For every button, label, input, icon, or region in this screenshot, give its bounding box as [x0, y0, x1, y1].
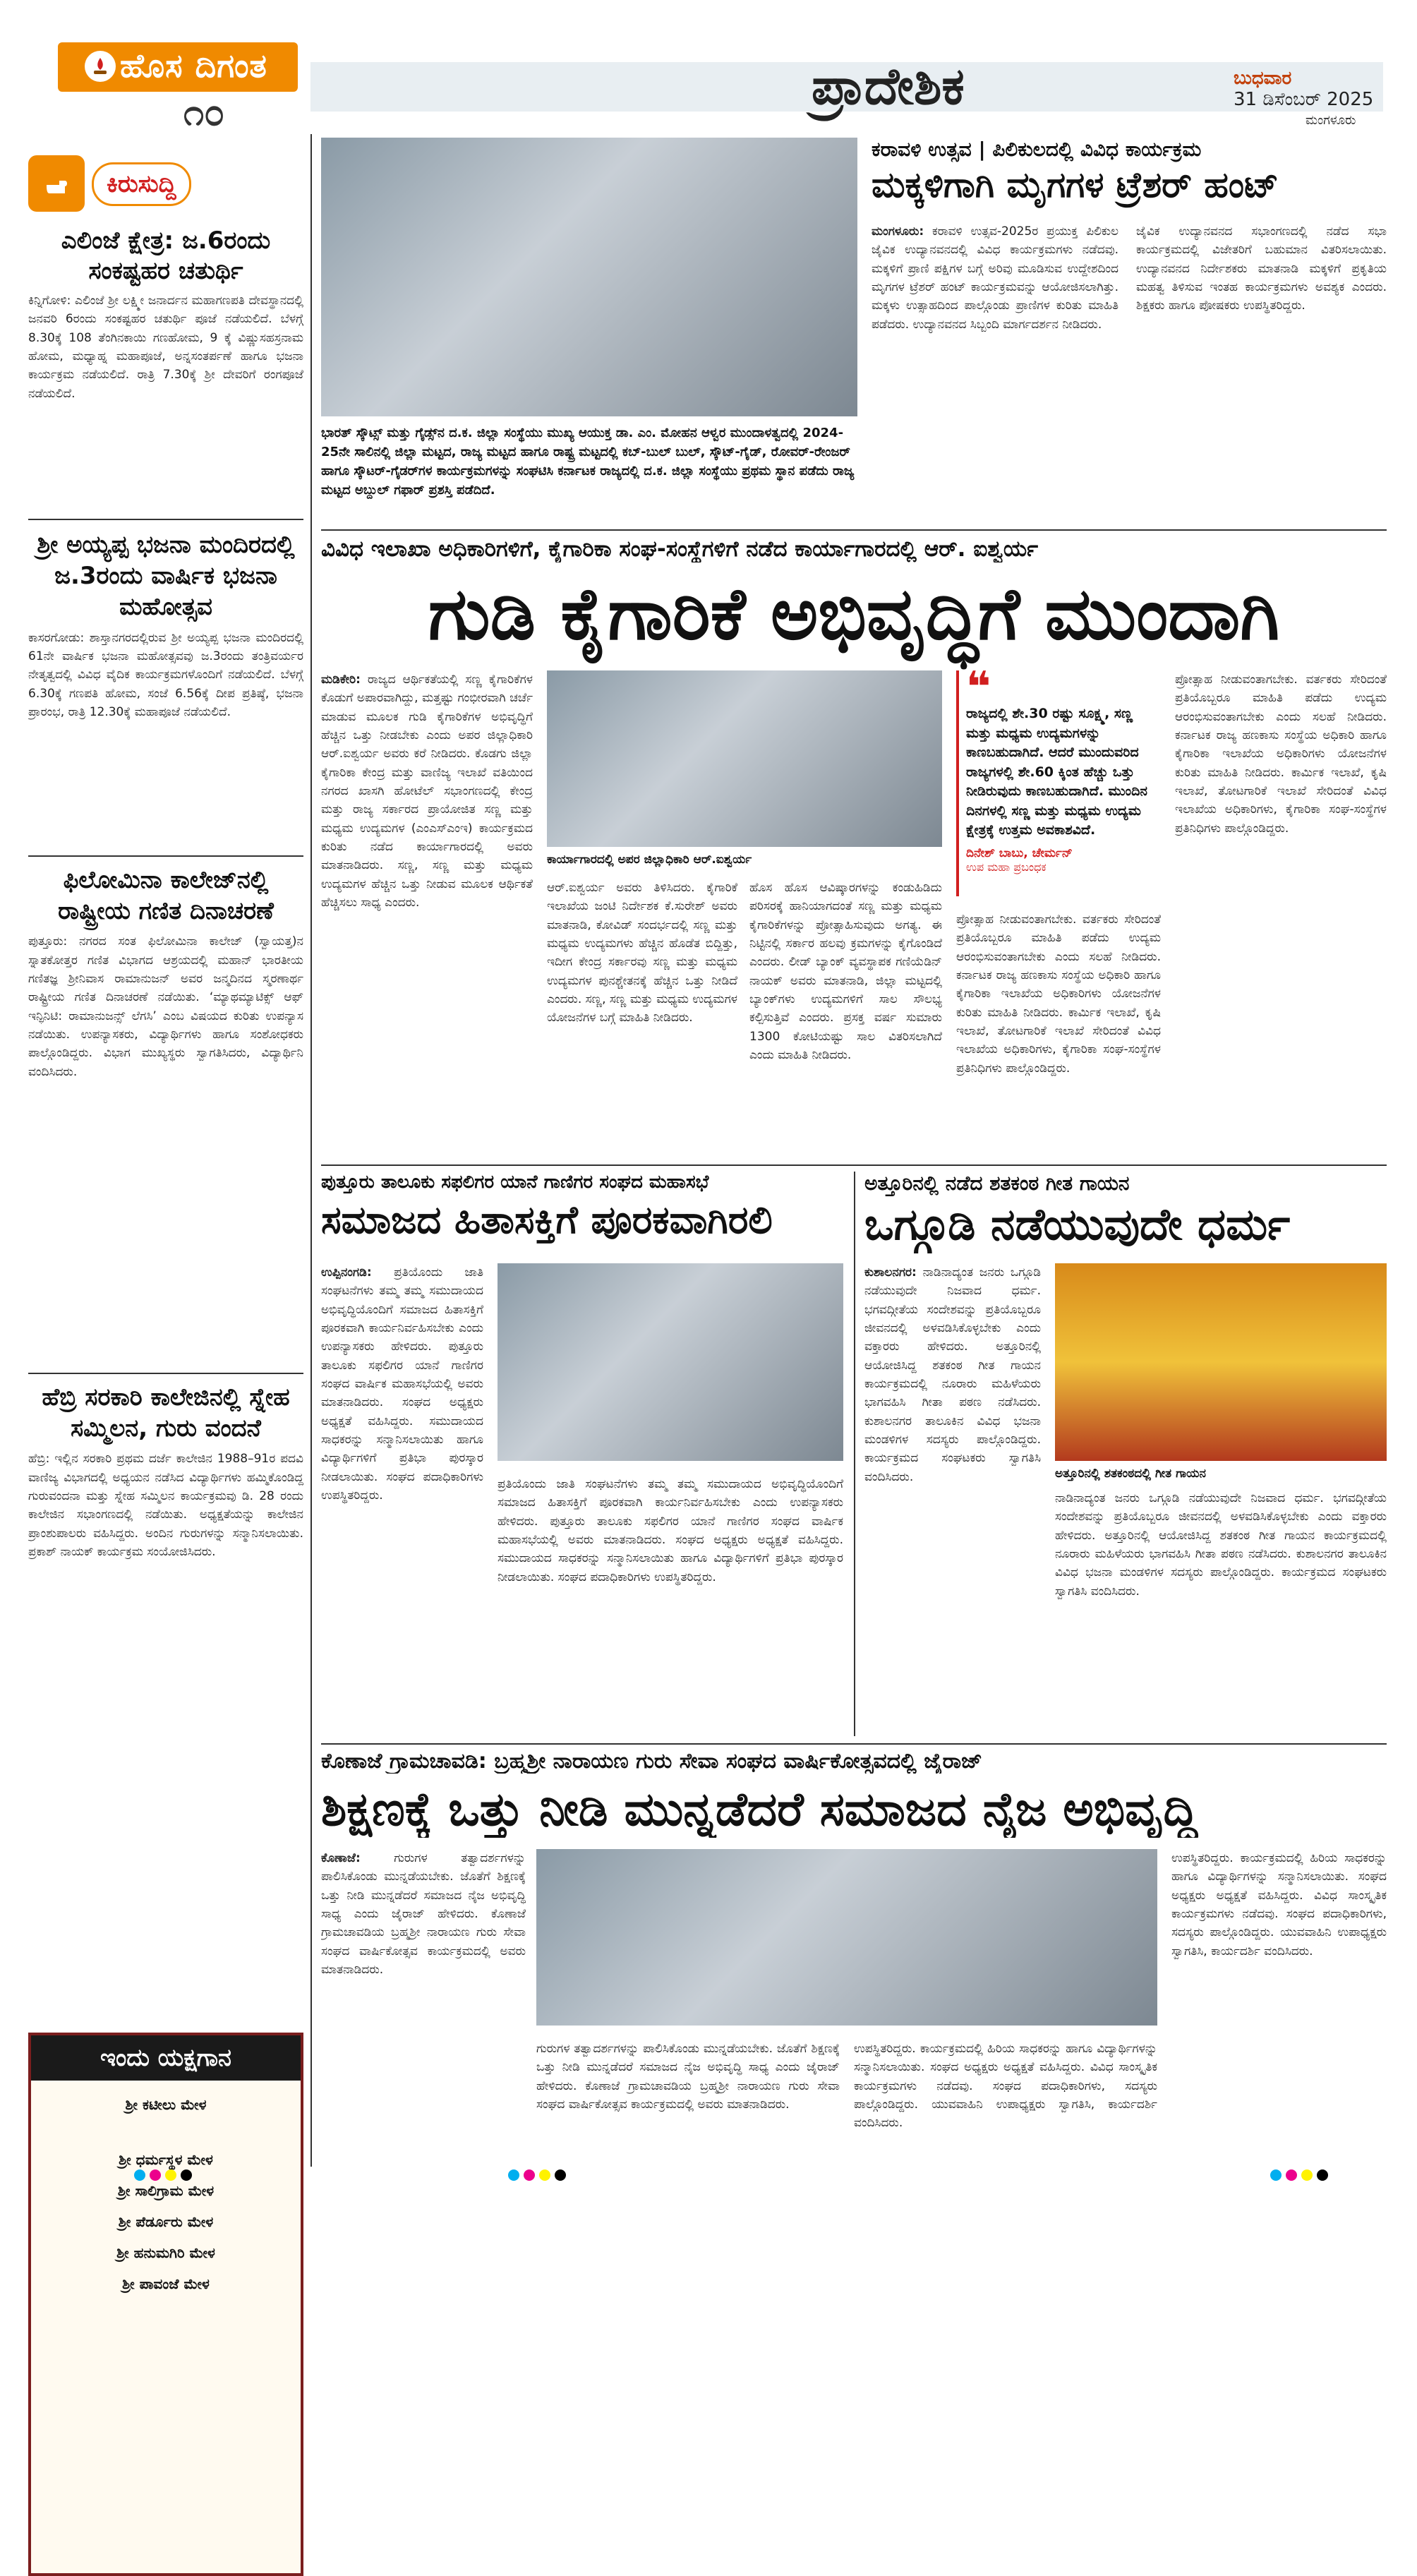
scouts-award-photo: [321, 138, 857, 416]
konaje-headline: ಶಿಕ್ಷಣಕ್ಕೆ ಒತ್ತು ನೀಡಿ ಮುನ್ನಡೆದರೆ ಸಮಾಜದ ನೈಜ ಅಭಿವೃದ್ಧಿ: [321, 1782, 1198, 1836]
konaje-body: [321, 1849, 526, 2160]
yakshagana-title: ಇಂದು ಯಕ್ಷಗಾನ: [100, 2044, 231, 2072]
section-rule: [321, 529, 1387, 531]
quote-role: ಉಪ ಮಹಾ ಪ್ರಬಂಧಕ: [966, 860, 1047, 874]
divider: [28, 519, 303, 520]
treasure-body-1: [872, 222, 1118, 519]
registration-mark: [1270, 2169, 1282, 2181]
divider: [28, 855, 303, 857]
treasure-kicker: ಕರಾವಳಿ ಉತ್ಸವ | ಪಿಲಿಕುಲದಲ್ಲಿ ವಿವಿಧ ಕಾರ್ಯಕ್ರಮ: [872, 138, 1202, 161]
gita-photo-caption: ಅತ್ತೂರಿನಲ್ಲಿ ಶತಕಂಠದಲ್ಲಿ ಗೀತ ಗಾಯನ: [1055, 1467, 1206, 1481]
yakshagana-box: [28, 2033, 303, 2576]
treasure-headline: ಮಕ್ಕಳಿಗಾಗಿ ಮೃಗಗಳ ಟ್ರೆಶರ್ ಹಂಟ್: [872, 164, 1279, 205]
masthead: [0, 0, 1417, 134]
treasure-body-2: ಜೈವಿಕ ಉದ್ಯಾನವನದ ಸಭಾಂಗಣದಲ್ಲಿ ನಡೆದ ಸಭಾ ಕಾರ್ಯಕ್ರಮದಲ್ಲಿ ವಿಜೇತರಿಗೆ ಬಹುಮಾನ ವಿತರಿಸಲಾಯಿತು. ಉದ್ಯಾನವನದ ನಿರ್ದೇಶಕರು ಮಾತನಾಡಿ ಮಕ್ಕಳಿಗೆ ಪ್ರಕೃತಿಯ ಮಹತ್ವ ತಿಳಿಸುವ ಇಂತಹ ಕಾರ್ಯಕ್ರಮಗಳು ಅವಶ್ಯಕ ಎಂದರು. ಶಿಕ್ಷಕರು ಹಾಗೂ ಪೋಷಕರು ಉಪಸ್ಥಿತರಿದ್ದರು.: [1136, 224, 1387, 313]
page-number: ೧೦: [183, 92, 225, 134]
quote-author: ದಿನೇಶ್ ಬಾಬು, ಚೇರ್ಮನ್: [966, 845, 1073, 860]
gita-kicker: ಅತ್ತೂರಿನಲ್ಲಿ ನಡೆದ ಶತಕಂಠ ಗೀತ ಗಾಯನ: [864, 1172, 1130, 1195]
yakshagana-entry: ಶ್ರೀ ಪಾವಂಜೆ ಮೇಳ: [122, 2275, 210, 2292]
konaje-body-3: ಉಪಸ್ಥಿತರಿದ್ದರು. ಕಾರ್ಯಕ್ರಮದಲ್ಲಿ ಹಿರಿಯ ಸಾಧಕರನ್ನು ಹಾಗೂ ವಿದ್ಯಾರ್ಥಿಗಳನ್ನು ಸನ್ಮಾನಿಸಲಾಯಿತು. ಸಂಘದ ಅಧ್ಯಕ್ಷರು ಅಧ್ಯಕ್ಷತೆ ವಹಿಸಿದ್ದರು. ವಿವಿಧ ಸಾಂಸ್ಕೃತಿಕ ಕಾರ್ಯಕ್ರಮಗಳು ನಡೆದವು. ಸಂಘದ ಪದಾಧಿಕಾರಿಗಳು, ಸದಸ್ಯರು ಪಾಲ್ಗೊಂಡಿದ್ದರು. ಯುವವಾಹಿನಿ ಉಪಾಧ್ಯಕ್ಷರು ಸ್ವಾಗತಿಸಿ, ಕಾರ್ಯದರ್ಶಿ ವಂದಿಸಿದರು.: [854, 2042, 1157, 2131]
konaje-kicker: ಕೊಣಾಜೆ ಗ್ರಾಮಚಾವಡಿ: ಬ್ರಹ್ಮಶ್ರೀ ನಾರಾಯಣ ಗುರು ಸೇವಾ ಸಂಘದ ವಾರ್ಷಿಕೋತ್ಸವದಲ್ಲಿ ಜೈರಾಜ್: [321, 1749, 982, 1774]
brief-2-title: ಶ್ರೀ ಅಯ್ಯಪ್ಪ ಭಜನಾ ಮಂದಿರದಲ್ಲಿ ಜ.3ರಂದು ವಾರ್ಷಿಕ ಭಜನಾ ಮಹೋತ್ಸವ: [37, 531, 295, 622]
main-body-far: ಪ್ರೋತ್ಸಾಹ ನೀಡುವಂತಾಗಬೇಕು. ವರ್ತಕರು ಸೇರಿದಂತೆ ಪ್ರತಿಯೊಬ್ಬರೂ ಮಾಹಿತಿ ಪಡೆದು ಉದ್ಯಮ ಆರಂಭಿಸುವಂತಾಗಬೇಕು ಎಂದು ಸಲಹೆ ನೀಡಿದರು. ಕರ್ನಾಟಕ ರಾಜ್ಯ ಹಣಕಾಸು ಸಂಸ್ಥೆಯ ಅಧಿಕಾರಿ ಹಾಗೂ ಕೈಗಾರಿಕಾ ಇಲಾಖೆಯ ಅಧಿಕಾರಿಗಳು ಯೋಜನೆಗಳ ಕುರಿತು ಮಾಹಿತಿ ನೀಡಿದರು. ಕಾರ್ಮಿಕ ಇಲಾಖೆ, ಕೃಷಿ ಇಲಾಖೆ, ತೋಟಗಾರಿಕೆ ಇಲಾಖೆ ಸೇರಿದಂತೆ ವಿವಿಧ ಇಲಾಖೆಯ ಅಧಿಕಾರಿಗಳು, ಕೈಗಾರಿಕಾ ಸಂಘ-ಸಂಸ್ಥೆಗಳ ಪ್ರತಿನಿಧಿಗಳು ಪಾಲ್ಗೊಂಡಿದ್ದರು.: [1175, 673, 1387, 836]
kirusuddi-label: [92, 162, 191, 206]
yakshagana-entry: ಶ್ರೀ ಸಾಲಿಗ್ರಾಮ ಮೇಳ: [117, 2182, 215, 2199]
paper-name: ಹೊಸ ದಿಗಂತ: [120, 47, 267, 85]
gita-photo: [1055, 1263, 1387, 1461]
column-rule: [854, 1172, 855, 1736]
registration-mark: [165, 2169, 176, 2181]
registration-mark: [539, 2169, 550, 2181]
konaje-body-text: ಗುರುಗಳ ತತ್ವಾದರ್ಶಗಳನ್ನು ಪಾಲಿಸಿಕೊಂಡು ಮುನ್ನಡೆಯಬೇಕು. ಜೊತೆಗೆ ಶಿಕ್ಷಣಕ್ಕೆ ಒತ್ತು ನೀಡಿ ಮುನ್ನಡೆದರೆ ಸಮಾಜದ ನೈಜ ಅಭಿವೃದ್ಧಿ ಸಾಧ್ಯ ಎಂದು ಜೈರಾಜ್ ಹೇಳಿದರು. ಕೊಣಾಜೆ ಗ್ರಾಮಚಾವಡಿಯ ಬ್ರಹ್ಮಶ್ರೀ ನಾರಾಯಣ ಗುರು ಸೇವಾ ಸಂಘದ ವಾರ್ಷಿಕೋತ್ಸವ ಕಾರ್ಯಕ್ರಮದಲ್ಲಿ ಅವರು ಮಾತನಾಡಿದರು.: [321, 1851, 526, 1978]
brief-4-title: ಹೆಬ್ರಿ ಸರಕಾರಿ ಕಾಲೇಜಿನಲ್ಲಿ ಸ್ನೇಹ ಸಮ್ಮಿಲನ, ಗುರು ವಂದನೆ: [42, 1383, 290, 1443]
treasure-dateline: ಮಂಗಳೂರು:: [872, 224, 924, 239]
registration-mark: [508, 2169, 519, 2181]
brief-3-title: ಫಿಲೋಮಿನಾ ಕಾಲೇಜ್‌ನಲ್ಲಿ ರಾಷ್ಟ್ರೀಯ ಗಣಿತ ದಿನಾಚರಣೆ: [58, 866, 274, 926]
registration-mark: [1301, 2169, 1313, 2181]
brief-2-body: ಕಾಸರಗೋಡು: ಶಾಸ್ತಾನಗರದಲ್ಲಿರುವ ಶ್ರೀ ಅಯ್ಯಪ್ಪ ಭಜನಾ ಮಂದಿರದಲ್ಲಿ 61ನೇ ವಾರ್ಷಿಕ ಭಜನಾ ಮಹೋತ್ಸವವು ಜ.3ರಂದು ತಂತ್ರಿವರ್ಯರ ನೇತೃತ್ವದಲ್ಲಿ ವಿವಿಧ ವೈದಿಕ ಕಾರ್ಯಕ್ರಮಗಳೊಂದಿಗೆ ನಡೆಯಲಿದೆ. ಬೆಳಗ್ಗೆ 6.30ಕ್ಕೆ ಗಣಪತಿ ಹೋಮ, ಸಂಜೆ 6.56ಕ್ಕೆ ದೀಪ ಪ್ರತಿಷ್ಠೆ, ಭಜನಾ ಪ್ರಾರಂಭ, ರಾತ್ರಿ 12.30ಕ್ಕೆ ಮಹಾಪೂಜೆ ನಡೆಯಲಿದೆ.: [28, 630, 303, 719]
main-body-extra: ಪ್ರೋತ್ಸಾಹ ನೀಡುವಂತಾಗಬೇಕು. ವರ್ತಕರು ಸೇರಿದಂತೆ ಪ್ರತಿಯೊಬ್ಬರೂ ಮಾಹಿತಿ ಪಡೆದು ಉದ್ಯಮ ಆರಂಭಿಸುವಂತಾಗಬೇಕು ಎಂದು ಸಲಹೆ ನೀಡಿದರು. ಕರ್ನಾಟಕ ರಾಜ್ಯ ಹಣಕಾಸು ಸಂಸ್ಥೆಯ ಅಧಿಕಾರಿ ಹಾಗೂ ಕೈಗಾರಿಕಾ ಇಲಾಖೆಯ ಅಧಿಕಾರಿಗಳು ಯೋಜನೆಗಳ ಕುರಿತು ಮಾಹಿತಿ ನೀಡಿದರು. ಕಾರ್ಮಿಕ ಇಲಾಖೆ, ಕೃಷಿ ಇಲಾಖೆ, ತೋಟಗಾರಿಕೆ ಇಲಾಖೆ ಸೇರಿದಂತೆ ವಿವಿಧ ಇಲಾಖೆಯ ಅಧಿಕಾರಿಗಳು, ಕೈಗಾರಿಕಾ ಸಂಘ-ಸಂಸ್ಥೆಗಳ ಪ್ರತಿನಿಧಿಗಳು ಪಾಲ್ಗೊಂಡಿದ್ದರು.: [956, 913, 1161, 1076]
registration-mark: [555, 2169, 566, 2181]
main-body-right: ಹೊಸ ಹೊಸ ಆವಿಷ್ಕಾರಗಳನ್ನು ಕಂಡುಹಿಡಿದು ಪರಿಸರಕ್ಕೆ ಹಾನಿಯಾಗದಂತೆ ಸಣ್ಣ ಮತ್ತು ಮಧ್ಯಮ ಕೈಗಾರಿಕೆಗಳನ್ನು ಪ್ರೋತ್ಸಾಹಿಸುವುದು ಅಗತ್ಯ. ಈ ನಿಟ್ಟಿನಲ್ಲಿ ಸರ್ಕಾರ ಹಲವು ಕ್ರಮಗಳನ್ನು ಕೈಗೊಂಡಿದೆ ಎಂದರು. ಲೀಡ್ ಬ್ಯಾಂಕ್ ವ್ಯವಸ್ಥಾಪಕ ಗಣಿಯೆಡಿನ್ ನಾಯಕ್ ಅವರು ಮಾತನಾಡಿ, ಜಿಲ್ಲಾ ಮಟ್ಟದಲ್ಲಿ ಬ್ಯಾಂಕ್‌ಗಳು ಉದ್ಯಮಗಳಿಗೆ ಸಾಲ ಸೌಲಭ್ಯ ಕಲ್ಪಿಸುತ್ತಿವೆ ಎಂದರು. ಪ್ರಸಕ್ತ ವರ್ಷ ಸುಮಾರು 1300 ಕೋಟಿಯಷ್ಟು ಸಾಲ ವಿತರಿಸಲಾಗಿದೆ ಎಂದು ಮಾಹಿತಿ ನೀಡಿದರು.: [749, 881, 942, 1063]
samaja-body-2: ಪ್ರತಿಯೊಂದು ಜಾತಿ ಸಂಘಟನೆಗಳು ತಮ್ಮ ತಮ್ಮ ಸಮುದಾಯದ ಅಭಿವೃದ್ಧಿಯೊಂದಿಗೆ ಸಮಾಜದ ಹಿತಾಸಕ್ತಿಗೆ ಪೂರಕವಾಗಿ ಕಾರ್ಯನಿರ್ವಹಿಸಬೇಕು ಎಂದು ಉಪನ್ಯಾಸಕರು ಹೇಳಿದರು. ಪುತ್ತೂರು ತಾಲೂಕು ಸಫಲಿಗರ ಯಾನೆ ಗಾಣಿಗರ ಸಂಘದ ವಾರ್ಷಿಕ ಮಹಾಸಭೆಯಲ್ಲಿ ಅವರು ಮಾತನಾಡಿದರು. ಸಂಘದ ಅಧ್ಯಕ್ಷರು ಅಧ್ಯಕ್ಷತೆ ವಹಿಸಿದ್ದರು. ಸಮುದಾಯದ ಸಾಧಕರನ್ನು ಸನ್ಮಾನಿಸಲಾಯಿತು ಹಾಗೂ ವಿದ್ಯಾರ್ಥಿಗಳಿಗೆ ಪ್ರತಿಭಾ ಪುರಸ್ಕಾರ ನೀಡಲಾಯಿತು. ಸಂಘದ ಪದಾಧಿಕಾರಿಗಳು ಉಪಸ್ಥಿತರಿದ್ದರು.: [498, 1477, 843, 1584]
registration-mark: [134, 2169, 145, 2181]
samaja-dateline: ಉಪ್ಪಿನಂಗಡಿ:: [321, 1265, 372, 1280]
brief-4: [28, 1382, 303, 1725]
section-rule: [321, 1743, 1387, 1745]
section-rule: [321, 1164, 1387, 1166]
gita-story: [864, 1172, 1387, 1743]
gita-body: [864, 1263, 1041, 1736]
brief-4-body: ಹೆಬ್ರಿ: ಇಲ್ಲಿನ ಸರಕಾರಿ ಪ್ರಥಮ ದರ್ಜೆ ಕಾಲೇಜಿನ 1988–91ರ ಪದವಿ ವಾಣಿಜ್ಯ ವಿಭಾಗದಲ್ಲಿ ಅಧ್ಯಯನ ನಡೆಸಿದ ವಿದ್ಯಾರ್ಥಿಗಳು ಹಮ್ಮಿಕೊಂಡಿದ್ದ ಗುರುವಂದನಾ ಮತ್ತು ಸ್ನೇಹ ಸಮ್ಮಿಲನ ಕಾರ್ಯಕ್ರಮವು ಡಿ. 28 ರಂದು ಕಾಲೇಜಿನ ಸಭಾಂಗಣದಲ್ಲಿ ನಡೆಯಿತು. ಅಧ್ಯಕ್ಷತೆಯನ್ನು ಕಾಲೇಜಿನ ಪ್ರಾಂಶುಪಾಲರು ವಹಿಸಿದ್ದರು. ಅಂದಿನ ಗುರುಗಳನ್ನು ಸನ್ಮಾನಿಸಲಾಯಿತು. ಪ್ರಕಾಶ್ ನಾಯಕ್ ಕಾರ್ಯಕ್ರಮ ಸಂಯೋಜಿಸಿದರು.: [28, 1452, 303, 1560]
section-title: ಪ್ರಾದೇಶಿಕ: [812, 56, 965, 116]
main-body-mid: ಆರ್.ಐಶ್ವರ್ಯ ಅವರು ತಿಳಿಸಿದರು. ಕೈಗಾರಿಕೆ ಇಲಾಖೆಯ ಜಂಟಿ ನಿರ್ದೇಶಕ ಕೆ.ಸುರೇಶ್ ಅವರು ಮಾತನಾಡಿ, ಕೋವಿಡ್ ಸಂದರ್ಭದಲ್ಲಿ ಸಣ್ಣ ಮತ್ತು ಮಧ್ಯಮ ಉದ್ಯಮಗಳು ಹೆಚ್ಚಿನ ಹೊಡೆತ ಬಿದ್ದಿತ್ತು, ಇದೀಗ ಕೇಂದ್ರ ಸರ್ಕಾರವು ಸಣ್ಣ ಮತ್ತು ಮಧ್ಯಮ ಉದ್ಯಮಗಳ ಪುನಶ್ಚೇತನಕ್ಕೆ ಹೆಚ್ಚಿನ ಒತ್ತು ನೀಡಿದೆ ಎಂದರು. ಸಣ್ಣ, ಸಣ್ಣ ಮತ್ತು ಮಧ್ಯಮ ಉದ್ಯಮಗಳ ಯೋಜನೆಗಳ ಬಗ್ಗೆ ಮಾಹಿತಿ ನೀಡಿದರು.: [547, 881, 737, 1025]
konaje-dateline: ಕೊಣಾಜೆ:: [321, 1851, 361, 1865]
lamp-icon: [85, 51, 116, 82]
samaja-body-text: ಪ್ರತಿಯೊಂದು ಜಾತಿ ಸಂಘಟನೆಗಳು ತಮ್ಮ ತಮ್ಮ ಸಮುದಾಯದ ಅಭಿವೃದ್ಧಿಯೊಂದಿಗೆ ಸಮಾಜದ ಹಿತಾಸಕ್ತಿಗೆ ಪೂರಕವಾಗಿ ಕಾರ್ಯನಿರ್ವಹಿಸಬೇಕು ಎಂದು ಉಪನ್ಯಾಸಕರು ಹೇಳಿದರು. ಪುತ್ತೂರು ತಾಲೂಕು ಸಫಲಿಗರ ಯಾನೆ ಗಾಣಿಗರ ಸಂಘದ ವಾರ್ಷಿಕ ಮಹಾಸಭೆಯಲ್ಲಿ ಅವರು ಮಾತನಾಡಿದರು. ಸಂಘದ ಅಧ್ಯಕ್ಷರು ಅಧ್ಯಕ್ಷತೆ ವಹಿಸಿದ್ದರು. ಸಮುದಾಯದ ಸಾಧಕರನ್ನು ಸನ್ಮಾನಿಸಲಾಯಿತು ಹಾಗೂ ವಿದ್ಯಾರ್ಥಿಗಳಿಗೆ ಪ್ರತಿಭಾ ಪುರಸ್ಕಾರ ನೀಡಲಾಯಿತು. ಸಂಘದ ಪದಾಧಿಕಾರಿಗಳು ಉಪಸ್ಥಿತರಿದ್ದರು.: [321, 1265, 483, 1503]
brief-1-body: ಕಿನ್ನಿಗೋಳಿ: ಎಲಿಂಜೆ ಶ್ರೀ ಲಕ್ಷ್ಮೀ ಜನಾರ್ದನ ಮಹಾಗಣಪತಿ ದೇವಸ್ಥಾನದಲ್ಲಿ ಜನವರಿ 6ರಂದು ಸಂಕಷ್ಟಹರ ಚತುರ್ಥಿ ಪೂಜೆ ನಡೆಯಲಿದೆ. ಬೆಳಗ್ಗೆ 8.30ಕ್ಕೆ 108 ತೆಂಗಿನಕಾಯಿ ಗಣಹೋಮ, 9 ಕ್ಕೆ ವಿಷ್ಣುಸಹಸ್ರನಾಮ ಹೋಮ, ಮಧ್ಯಾಹ್ನ ಮಹಾಪೂಜೆ, ಅನ್ನಸಂತರ್ಪಣೆ ಹಾಗೂ ಭಜನಾ ಕಾರ್ಯಕ್ರಮ ನಡೆಯಲಿದೆ. ರಾತ್ರಿ 7.30ಕ್ಕೆ ಶ್ರೀ ದೇವರಿಗೆ ರಂಗಪೂಜೆ ನಡೆಯಲಿದೆ.: [28, 294, 303, 401]
quote-box: [956, 663, 1161, 896]
kirusuddi-text: ಕಿರುಸುದ್ದಿ: [107, 170, 176, 198]
gita-body-2: ನಾಡಿನಾದ್ಯಂತ ಜನರು ಒಗ್ಗೂಡಿ ನಡೆಯುವುದೇ ನಿಜವಾದ ಧರ್ಮ. ಭಗವದ್ಗೀತೆಯ ಸಂದೇಶವನ್ನು ಪ್ರತಿಯೊಬ್ಬರೂ ಜೀವನದಲ್ಲಿ ಅಳವಡಿಸಿಕೊಳ್ಳಬೇಕು ಎಂದು ವಕ್ತಾರರು ಹೇಳಿದರು. ಅತ್ತೂರಿನಲ್ಲಿ ಆಯೋಜಿಸಿದ್ದ ಶತಕಂಠ ಗೀತ ಗಾಯನ ಕಾರ್ಯಕ್ರಮದಲ್ಲಿ ನೂರಾರು ಮಹಿಳೆಯರು ಭಾಗವಹಿಸಿ ಗೀತಾ ಪಠಣ ನಡೆಸಿದರು. ಕುಶಾಲನಗರ ತಾಲೂಕಿನ ವಿವಿಧ ಭಜನಾ ಮಂಡಳಿಗಳ ಸದಸ್ಯರು ಪಾಲ್ಗೊಂಡಿದ್ದರು. ಕಾರ್ಯಕ್ರಮದ ಸಂಘಟಕರು ಸ್ವಾಗತಿಸಿ ವಂದಿಸಿದರು.: [1055, 1491, 1387, 1599]
workshop-photo-caption: ಕಾರ್ಯಾಗಾರದಲ್ಲಿ ಅಪರ ಜಿಲ್ಲಾಧಿಕಾರಿ ಆರ್.ಐಶ್ವರ್ಯ: [547, 853, 752, 867]
samaja-headline: ಸಮಾಜದ ಹಿತಾಸಕ್ತಿಗೆ ಪೂರಕವಾಗಿರಲಿ: [321, 1198, 773, 1242]
brief-3-body: ಪುತ್ತೂರು: ನಗರದ ಸಂತ ಫಿಲೋಮಿನಾ ಕಾಲೇಜ್ (ಸ್ವಾಯತ್ತ)ನ ಸ್ನಾತಕೋತ್ತರ ಗಣಿತ ವಿಭಾಗದ ಆಶ್ರಯದಲ್ಲಿ ಮಹಾನ್ ಭಾರತೀಯ ಗಣಿತಜ್ಞ ಶ್ರೀನಿವಾಸ ರಾಮಾನುಜನ್ ಅವರ ಜನ್ಮದಿನದ ಸ್ಮರಣಾರ್ಥ ರಾಷ್ಟ್ರೀಯ ಗಣಿತ ದಿನಾಚರಣೆ ನಡೆಯಿತು. ‘ಮ್ಯಾಥಮ್ಯಾಟಿಕ್ಸ್ ಆಫ್ ಇನ್ಫಿನಿಟಿ: ರಾಮಾನುಜನ್ಸ್ ಲೆಗಸಿ’ ಎಂಬ ವಿಷಯದ ಕುರಿತು ಉಪನ್ಯಾಸ ನಡೆಯಿತು. ಉಪನ್ಯಾಸಕರು, ವಿದ್ಯಾರ್ಥಿಗಳು ಹಾಗೂ ಸಂಶೋಧಕರು ಪಾಲ್ಗೊಂಡಿದ್ದರು. ವಿಭಾಗ ಮುಖ್ಯಸ್ಥರು ಸ್ವಾಗತಿಸಿದರು, ವಿದ್ಯಾರ್ಥಿನಿ ವಂದಿಸಿದರು.: [28, 934, 303, 1079]
issue-date: 31 ಡಿಸೆಂಬರ್ 2025: [1234, 89, 1374, 110]
yakshagana-entry: ಶ್ರೀ ಪೆರ್ಡೂರು ಮೇಳ: [118, 2213, 214, 2230]
registration-mark: [1317, 2169, 1328, 2181]
main-body-left-text: ರಾಜ್ಯದ ಆರ್ಥಿಕತೆಯಲ್ಲಿ ಸಣ್ಣ ಕೈಗಾರಿಕೆಗಳ ಕೊಡುಗೆ ಅಪಾರವಾಗಿದ್ದು, ಮತ್ತಷ್ಟು ಗಂಭೀರವಾಗಿ ಚರ್ಚೆ ಮಾಡುವ ಮೂಲಕ ಗುಡಿ ಕೈಗಾರಿಕೆಗಳ ಅಭಿವೃದ್ಧಿಗೆ ಹೆಚ್ಚಿನ ಒತ್ತು ನೀಡಬೇಕು ಎಂದು ಅಪರ ಜಿಲ್ಲಾಧಿಕಾರಿ ಆರ್.ಐಶ್ವರ್ಯ ಅವರು ಕರೆ ನೀಡಿದರು. ಕೊಡಗು ಜಿಲ್ಲಾ ಕೈಗಾರಿಕಾ ಕೇಂದ್ರ ಮತ್ತು ವಾಣಿಜ್ಯ ಇಲಾಖೆ ವತಿಯಿಂದ ನಗರದ ಖಾಸಗಿ ಹೋಟೆಲ್ ಸಭಾಂಗಣದಲ್ಲಿ ಕೇಂದ್ರ ಮತ್ತು ರಾಜ್ಯ ಸರ್ಕಾರದ ಪ್ರಾಯೋಜಿತ ಸಣ್ಣ ಮತ್ತು ಮಧ್ಯಮ ಉದ್ಯಮಗಳ (ಎಂಎಸ್‌ಎಂಇ) ಕಾರ್ಯಕ್ರಮದ ಕುರಿತು ನಡೆದ ಕಾರ್ಯಾಗಾರದಲ್ಲಿ ಅವರು ಮಾತನಾಡಿದರು. ಸಣ್ಣ, ಸಣ್ಣ ಮತ್ತು ಮಧ್ಯಮ ಉದ್ಯಮಗಳ ಹೆಚ್ಚಿನ ಒತ್ತು ನೀಡುವ ಮೂಲಕ ಆರ್ಥಿಕತೆ ಹೆಚ್ಚಿಸಲು ಸಾಧ್ಯ ಎಂದರು.: [321, 673, 533, 910]
yakshagana-entry: ಶ್ರೀ ಕಟೀಲು ಮೇಳ: [125, 2096, 207, 2113]
samaja-body: [321, 1263, 483, 1729]
main-kicker: ವಿವಿಧ ಇಲಾಖಾ ಅಧಿಕಾರಿಗಳಿಗೆ, ಕೈಗಾರಿಕಾ ಸಂಘ-ಸಂಸ್ಥೆಗಳಿಗೆ ನಡೆದ ಕಾರ್ಯಾಗಾರದಲ್ಲಿ ಆರ್. ಐಶ್ವರ್ಯ: [321, 536, 1039, 562]
treasure-story: [872, 138, 1387, 529]
yakshagana-entry: ಶ್ರೀ ಧರ್ಮಸ್ಥಳ ಮೇಳ: [119, 2151, 213, 2168]
workshop-photo: [547, 670, 942, 847]
main-dateline: ಮಡಿಕೇರಿ:: [321, 673, 361, 687]
brief-3: [28, 865, 303, 1356]
samaja-story: [321, 1172, 843, 1743]
treasure-body-1-text: ಕರಾವಳಿ ಉತ್ಸವ-2025ರ ಪ್ರಯುಕ್ತ ಪಿಲಿಕುಲ ಜೈವಿಕ ಉದ್ಯಾನವನದಲ್ಲಿ ವಿವಿಧ ಕಾರ್ಯಕ್ರಮಗಳು ನಡೆದವು. ಮಕ್ಕಳಿಗೆ ಪ್ರಾಣಿ ಪಕ್ಷಿಗಳ ಬಗ್ಗೆ ಅರಿವು ಮೂಡಿಸುವ ಉದ್ದೇಶದಿಂದ ಮೃಗಗಳ ಟ್ರೆಶರ್ ಹಂಟ್ ಕಾರ್ಯಕ್ರಮವನ್ನು ಆಯೋಜಿಸಲಾಗಿತ್ತು. ಮಕ್ಕಳು ಉತ್ಸಾಹದಿಂದ ಪಾಲ್ಗೊಂಡು ಪ್ರಾಣಿಗಳ ಕುರಿತು ಮಾಹಿತಿ ಪಡೆದರು. ಉದ್ಯಾನವನದ ಸಿಬ್ಬಂದಿ ಮಾರ್ಗದರ್ಶನ ನೀಡಿದರು.: [872, 224, 1118, 332]
main-headline: ಗುಡಿ ಕೈಗಾರಿಕೆ ಅಭಿವೃದ್ಧಿಗೆ ಮುಂದಾಗಿ: [428, 572, 1279, 656]
edition-city: ಮಂಗಳೂರು: [1306, 113, 1356, 128]
registration-mark: [524, 2169, 535, 2181]
yakshagana-entry: ಶ್ರೀ ಹನುಮಗಿರಿ ಮೇಳ: [116, 2244, 215, 2261]
issue-day: ಬುಧವಾರ: [1234, 68, 1292, 89]
konaje-body-2: ಗುರುಗಳ ತತ್ವಾದರ್ಶಗಳನ್ನು ಪಾಲಿಸಿಕೊಂಡು ಮುನ್ನಡೆಯಬೇಕು. ಜೊತೆಗೆ ಶಿಕ್ಷಣಕ್ಕೆ ಒತ್ತು ನೀಡಿ ಮುನ್ನಡೆದರೆ ಸಮಾಜದ ನೈಜ ಅಭಿವೃದ್ಧಿ ಸಾಧ್ಯ ಎಂದು ಜೈರಾಜ್ ಹೇಳಿದರು. ಕೊಣಾಜೆ ಗ್ರಾಮಚಾವಡಿಯ ಬ್ರಹ್ಮಶ್ರೀ ನಾರಾಯಣ ಗುರು ಸೇವಾ ಸಂಘದ ವಾರ್ಷಿಕೋತ್ಸವ ಕಾರ್ಯಕ್ರಮದಲ್ಲಿ ಅವರು ಮಾತನಾಡಿದರು.: [536, 2042, 840, 2112]
kirusuddi-header: [28, 155, 303, 212]
column-rule: [310, 134, 312, 2167]
quote-mark-icon: ❝: [966, 663, 991, 712]
brief-1-title: ಎಲಿಂಜೆ ಕ್ಷೇತ್ರ: ಜ.6ರಂದು ಸಂಕಷ್ಟಹರ ಚತುರ್ಥಿ: [61, 227, 271, 285]
gita-body-text: ನಾಡಿನಾದ್ಯಂತ ಜನರು ಒಗ್ಗೂಡಿ ನಡೆಯುವುದೇ ನಿಜವಾದ ಧರ್ಮ. ಭಗವದ್ಗೀತೆಯ ಸಂದೇಶವನ್ನು ಪ್ರತಿಯೊಬ್ಬರೂ ಜೀವನದಲ್ಲಿ ಅಳವಡಿಸಿಕೊಳ್ಳಬೇಕು ಎಂದು ವಕ್ತಾರರು ಹೇಳಿದರು. ಅತ್ತೂರಿನಲ್ಲಿ ಆಯೋಜಿಸಿದ್ದ ಶತಕಂಠ ಗೀತ ಗಾಯನ ಕಾರ್ಯಕ್ರಮದಲ್ಲಿ ನೂರಾರು ಮಹಿಳೆಯರು ಭಾಗವಹಿಸಿ ಗೀತಾ ಪಠಣ ನಡೆಸಿದರು. ಕುಶಾಲನಗರ ತಾಲೂಕಿನ ವಿವಿಧ ಭಜನಾ ಮಂಡಳಿಗಳ ಸದಸ್ಯರು ಪಾಲ್ಗೊಂಡಿದ್ದರು. ಕಾರ್ಯಕ್ರಮದ ಸಂಘಟಕರು ಸ್ವಾಗತಿಸಿ ವಂದಿಸಿದರು.: [864, 1265, 1041, 1484]
scouts-photo-caption: ಭಾರತ್ ಸ್ಕೌಟ್ಸ್ ಮತ್ತು ಗೈಡ್ಸ್‌ನ ದ.ಕ. ಜಿಲ್ಲಾ ಸಂಸ್ಥೆಯು ಮುಖ್ಯ ಆಯುಕ್ತ ಡಾ. ಎಂ. ಮೋಹನ ಆಳ್ವರ ಮುಂದಾಳತ್ವದಲ್ಲಿ 2024-25ನೇ ಸಾಲಿನಲ್ಲಿ ಜಿಲ್ಲಾ ಮಟ್ಟದ, ರಾಜ್ಯ ಮಟ್ಟದ ಹಾಗೂ ರಾಷ್ಟ್ರ ಮಟ್ಟದಲ್ಲಿ ಕಬ್-ಬುಲ್ ಬುಲ್, ಸ್ಕೌಟ್-ಗೈಡ್, ರೋವರ್-ರೇಂಜರ್ ಹಾಗೂ ಸ್ಕೌಟರ್-ಗೈಡರ್‌ಗಳ ಕಾರ್ಯಕ್ರಮಗಳನ್ನು ಸಂಘಟಿಸಿ ಕರ್ನಾಟಕ ರಾಜ್ಯದಲ್ಲಿ ದ.ಕ. ಜಿಲ್ಲಾ ಸಂಸ್ಥೆಯು ಪ್ರಥಮ ಸ್ಥಾನ ಪಡೆದು ರಾಜ್ಯ ಮಟ್ಟದ ಅಬ್ದುಲ್ ಗಫಾರ್ ಪ್ರಶಸ್ತಿ ಪಡೆದಿದೆ.: [321, 426, 855, 498]
registration-mark: [150, 2169, 161, 2181]
konaje-photo: [536, 1849, 1157, 2026]
konaje-body-right: ಉಪಸ್ಥಿತರಿದ್ದರು. ಕಾರ್ಯಕ್ರಮದಲ್ಲಿ ಹಿರಿಯ ಸಾಧಕರನ್ನು ಹಾಗೂ ವಿದ್ಯಾರ್ಥಿಗಳನ್ನು ಸನ್ಮಾನಿಸಲಾಯಿತು. ಸಂಘದ ಅಧ್ಯಕ್ಷರು ಅಧ್ಯಕ್ಷತೆ ವಹಿಸಿದ್ದರು. ವಿವಿಧ ಸಾಂಸ್ಕೃತಿಕ ಕಾರ್ಯಕ್ರಮಗಳು ನಡೆದವು. ಸಂಘದ ಪದಾಧಿಕಾರಿಗಳು, ಸದಸ್ಯರು ಪಾಲ್ಗೊಂಡಿದ್ದರು. ಯುವವಾಹಿನಿ ಉಪಾಧ್ಯಕ್ಷರು ಸ್ವಾಗತಿಸಿ, ಕಾರ್ಯದರ್ಶಿ ವಂದಿಸಿದರು.: [1171, 1851, 1387, 1958]
brief-1: [28, 226, 303, 468]
brief-2: [28, 529, 303, 819]
main-body-left: [321, 670, 533, 1157]
registration-marks: [0, 2167, 1417, 2184]
pointing-hand-icon: [28, 155, 85, 212]
registration-mark: [181, 2169, 192, 2181]
samaja-kicker: ಪುತ್ತೂರು ತಾಲೂಕು ಸಫಲಿಗರ ಯಾನೆ ಗಾಣಿಗರ ಸಂಘದ ಮಹಾಸಭೆ: [321, 1172, 709, 1193]
registration-mark: [1286, 2169, 1297, 2181]
samaja-photo: [498, 1263, 843, 1461]
yakshagana-header: [31, 2035, 301, 2081]
gita-headline: ಒಗ್ಗೂಡಿ ನಡೆಯುವುದೇ ಧರ್ಮ: [864, 1198, 1291, 1250]
quote-text: ರಾಜ್ಯದಲ್ಲಿ ಶೇ.30 ರಷ್ಟು ಸೂಕ್ಷ್ಮ, ಸಣ್ಣ ಮತ್ತು ಮಧ್ಯಮ ಉದ್ಯಮಗಳನ್ನು ಕಾಣಬಹುದಾಗಿದೆ. ಆದರೆ ಮುಂದುವರಿದ ರಾಜ್ಯಗಳಲ್ಲಿ ಶೇ.60 ಕ್ಕಿಂತ ಹೆಚ್ಚು ಒತ್ತು ನೀಡಿರುವುದು ಕಾಣಬಹುದಾಗಿದೆ. ಮುಂದಿನ ದಿನಗಳಲ್ಲಿ ಸಣ್ಣ ಮತ್ತು ಮಧ್ಯಮ ಉದ್ಯಮ ಕ್ಷೇತ್ರಕ್ಕೆ ಉತ್ತಮ ಅವಕಾಶವಿದೆ.: [966, 706, 1147, 838]
divider: [28, 1373, 303, 1374]
yakshagana-list: [31, 2081, 301, 2302]
sidebar: [28, 141, 303, 2292]
gita-dateline: ಕುಶಾಲನಗರ:: [864, 1265, 917, 1280]
